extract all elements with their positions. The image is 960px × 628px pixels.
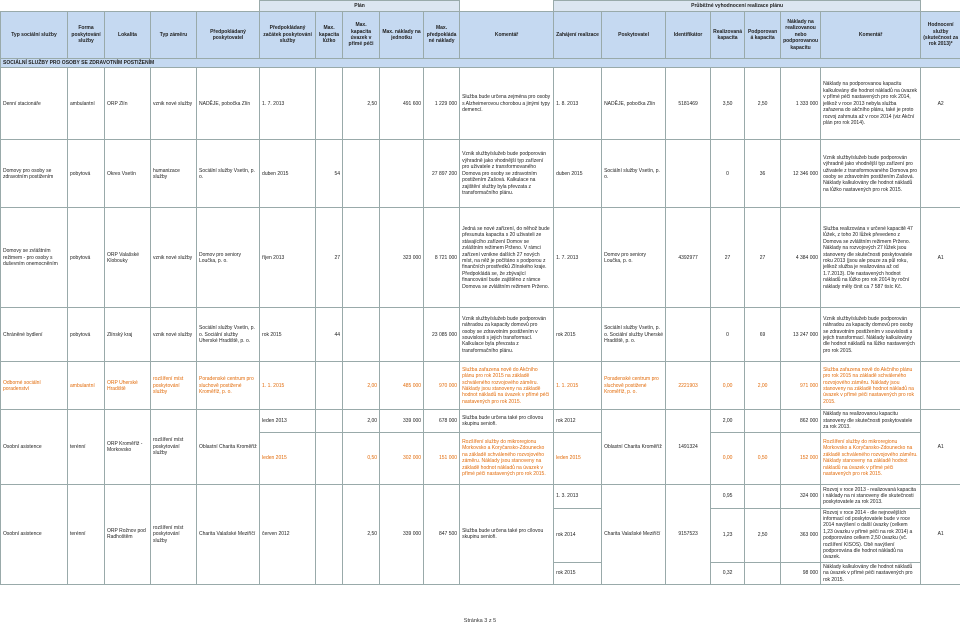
cell-capacity-fte: 2,00 [343,362,380,410]
cell-real-capacity: 0,00 [711,362,745,410]
section-title: SOCIÁLNÍ SLUŽBY PRO OSOBY SE ZDRAVOTNÍM POSTIŽENÍM [1,59,960,68]
cell-type: Domovy se zvláštním režimem - pro osoby s duševním onemocněním [1,208,68,308]
cell-real-comment: Rozvoj v roce 2014 - dle nejnovějších informací od poskytovatele bude v roce 2014 navýšení o další úvazky (celkem 1,23 úvazku v přímé péči na rok 2014) a podporováno celkem 2,50 úvazku (vč. rozšíření KISOS). Obě navýšení podporována dle hodnot nákladů na úvazek. [821,508,921,562]
col-total-cost: Max. předpokládané náklady [424,12,460,59]
cell-intent: rozšíření míst poskytování služby [151,484,197,584]
cell-type: Odborné sociální poradenství [1,362,68,410]
cell-start: leden 2015 [260,432,316,484]
cell-provider: Sociální služby Vsetín, p. o. [197,140,260,208]
cell-total-cost: 151 000 [424,432,460,484]
cell-provider: Domov pro seniory Loučka, p. o. [197,208,260,308]
cell-real-cost: 13 247 000 [781,308,821,362]
cell-real-capacity: 2,00 [711,410,745,432]
cell-total-cost: 847 500 [424,484,460,584]
cell-provider: Poradenské centrum pro sluchově postižené Kroměříž, p. o. [197,362,260,410]
cell-supported-capacity: 2,50 [745,508,781,562]
cell-real-cost: 324 000 [781,484,821,508]
cell-capacity-beds [316,432,343,484]
cell-identifier [666,308,711,362]
cell-real-provider: Sociální služby Vsetín, p. o. Sociální služby Uherské Hradiště, p. o. [602,308,666,362]
cell-capacity-beds: 44 [316,308,343,362]
cell-comment: Služba zařazena nově do Akčního plánu pro rok 2015 na základě schváleného rozvojového záměru. Náklady jsou stanoveny na základě hodnot nákladů na úvazek v přímé péči nastavených pro rok 2015. [460,362,554,410]
cell-unit-cost: 323 000 [380,208,424,308]
cell-unit-cost [380,140,424,208]
cell-capacity-fte [343,140,380,208]
cell-real-provider: Charita Valašské Meziříčí [602,484,666,584]
col-unit-cost: Max. náklady na jednotku [380,12,424,59]
cell-unit-cost: 339 000 [380,484,424,584]
cell-locality: ORP Zlín [105,68,151,140]
progress-group-header: Průběžné vyhodnocení realizace plánu [554,1,921,12]
cell-capacity-beds [316,68,343,140]
table-row [1,484,960,508]
cell-real-comment: Služba realizována v určené kapacitě 47 lůžek, z toho 20 lůžek převedeno z Domova se zvláštním režimem Prženo. Náklady na rozvojových 27 lůžek jsou stanoveny dle skutečnosti poskytovatele roku 2013 (jsou ale pouze za půl roku, jelikož služba je realizována až od 1.7.2013). Dle nastavených hodnot nákladů na lůžko pro rok 2014 by roční náklady měly činit ca 7 587 tisíc Kč. [821,208,921,308]
col-capacity-fte: Max. kapacita úvazek v přímé péči [343,12,380,59]
cell-locality: Zlínský kraj [105,308,151,362]
cell-rating: A1 [921,208,960,308]
cell-comment: Služba bude určena zejména pro osoby s Alzheimerovou chorobou a jinými typy demencí. [460,68,554,140]
cell-real-cost: 363 000 [781,508,821,562]
col-form: Forma poskytování služby [68,12,105,59]
cell-total-cost: 27 897 200 [424,140,460,208]
col-rating: Hodnocení služby (skutečnost za rok 2013)* [921,12,960,59]
cell-supported-capacity: 0,50 [745,432,781,484]
cell-capacity-fte: 2,50 [343,68,380,140]
cell-real-provider: Domov pro seniory Loučka, p. o. [602,208,666,308]
cell-rating: A1 [921,410,960,484]
cell-type: Osobní asistence [1,410,68,484]
cell-capacity-fte: 2,00 [343,410,380,432]
cell-real-cost: 12 346 000 [781,140,821,208]
table-row [1,68,960,140]
table-row [1,140,960,208]
cell-comment: Vznik služby/služeb bude podporován výhradně jako vhodnější typ zařízení pro uživatele z transformovaného Domova pro osoby se zdravotním postižením Zašová. Kalkulace na zajištění služby byla převzata z transformačního plánu. [460,140,554,208]
cell-real-capacity: 0,95 [711,484,745,508]
cell-identifier: 2221903 [666,362,711,410]
page-number: Stránka 3 z 5 [463,618,497,624]
cell-real-comment: Náklady na podporovanou kapacitu kalkulovány dle hodnot nákladů na úvazek v přímé péči nastavených pro rok 2014, jelikož v roce 2013 nebyla služba zařazena do akčního plánu, také je proto rozvoj zahrnuta až v roce 2014 (viz Akční plán pro rok 2014). [821,68,921,140]
cell-locality: ORP Valašské Klobouky [105,208,151,308]
cell-total-cost: 678 000 [424,410,460,432]
cell-real-start: 1. 7. 2013 [554,208,602,308]
cell-provider: Charita Valašské Meziříčí [197,484,260,584]
cell-start: červen 2012 [260,484,316,584]
cell-form: terénní [68,484,105,584]
cell-real-start: 1. 3. 2013 [554,484,602,508]
cell-unit-cost [380,308,424,362]
cell-type: Osobní asistence [1,484,68,584]
cell-comment: Rozšíření služby do mikroregionu Morkovsko a Koryčansko-Zdounecko na základě schváleného rozvojového záměru. Náklady jsou stanoveny na základě hodnot nákladů na úvazek v přímé péči nastavených pro rok 2015. [460,432,554,484]
cell-comment: Služba bude určena také pro cílovou skupinu senioři. [460,410,554,432]
cell-real-comment: Náklady kalkulovány dle hodnot nákladů na úvazek v přímé péči nastavených pro rok 2015. [821,562,921,584]
table-row [1,308,960,362]
col-real-provider: Poskytovatel [602,12,666,59]
cell-start: rok 2015 [260,308,316,362]
cell-rating: A1 [921,484,960,584]
cell-comment: Vznik služby/služeb bude podporován náhradou za kapacity domovů pro osoby se zdravotním postižením v souvislosti s jejich transformací. Kalkulace byla převzata z transformačního plánu. [460,308,554,362]
cell-real-capacity: 0,32 [711,562,745,584]
cell-real-capacity: 1,23 [711,508,745,562]
col-real-capacity: Realizovaná kapacita [711,12,745,59]
table-row [1,410,960,432]
cell-total-cost: 1 229 000 [424,68,460,140]
cell-identifier: 9157523 [666,484,711,584]
cell-form: pobytová [68,140,105,208]
cell-supported-capacity [745,410,781,432]
cell-real-start: rok 2012 [554,410,602,432]
cell-intent: vznik nové služby [151,68,197,140]
cell-start: leden 2013 [260,410,316,432]
cell-real-provider: Sociální služby Vsetín, p. o. [602,140,666,208]
cell-real-start: 1. 8. 2013 [554,68,602,140]
cell-supported-capacity: 36 [745,140,781,208]
cell-type: Domovy pro osoby se zdravotním postižením [1,140,68,208]
cell-real-cost: 4 384 000 [781,208,821,308]
cell-real-start: leden 2015 [554,432,602,484]
cell-type: Denní stacionáře [1,68,68,140]
cell-provider: NADĚJE, pobočka Zlín [197,68,260,140]
cell-start: 1. 1. 2015 [260,362,316,410]
col-start: Předpokládaný začátek poskytování služby [260,12,316,59]
col-supported-capacity: Podporovaná kapacita [745,12,781,59]
cell-identifier [666,140,711,208]
cell-capacity-beds [316,484,343,584]
cell-rating [921,362,960,410]
cell-locality: ORP Rožnov pod Radhoštěm [105,484,151,584]
cell-real-provider: Poradenské centrum pro sluchově postižené Kroměříž, p. o. [602,362,666,410]
cell-identifier: 1491324 [666,410,711,484]
cell-real-capacity: 27 [711,208,745,308]
cell-real-comment: Náklady na realizovanou kapacitu stanoveny dle skutečnosti poskytovatele za rok 2013. [821,410,921,432]
table-row [1,362,960,410]
cell-form: terénní [68,410,105,484]
cell-intent: rozšíření míst poskytování služby [151,362,197,410]
cell-start: 1. 7. 2013 [260,68,316,140]
cell-locality: Okres Vsetín [105,140,151,208]
cell-form: pobytová [68,208,105,308]
cell-supported-capacity [745,562,781,584]
cell-total-cost: 8 721 000 [424,208,460,308]
cell-start: říjen 2013 [260,208,316,308]
cell-real-comment: Vznik služby/služeb bude podporován náhradou za kapacity domovů pro osoby se zdravotním postižením v souvislosti s jejich transformací. Náklady kalkulovány dle hodnot nákladů na lůžko nastavených pro rok 2015. [821,308,921,362]
column-header-row [1,12,960,59]
col-capacity-beds: Max. kapacita lůžko [316,12,343,59]
cell-real-comment: Služba zařazena nově do Akčního plánu pro rok 2015 na základě schváleného rozvojového záměru. Náklady jsou stanoveny na základě hodnot nákladů na úvazek v přímé péči nastavených pro rok 2015. [821,362,921,410]
cell-form: ambulantní [68,362,105,410]
cell-capacity-fte [343,208,380,308]
cell-start: duben 2015 [260,140,316,208]
cell-total-cost: 970 000 [424,362,460,410]
col-real-start: Zahájení realizace [554,12,602,59]
cell-real-start: rok 2015 [554,562,602,584]
cell-real-cost: 152 000 [781,432,821,484]
cell-locality: ORP Kroměříž - Morkovsko [105,410,151,484]
cell-unit-cost: 485 000 [380,362,424,410]
cell-real-comment: Rozvoj v roce 2013 - realizovaná kapacita i náklady na ni stanoveny dle skutečnosti poskytovatele za rok 2013. [821,484,921,508]
cell-rating: A2 [921,68,960,140]
cell-capacity-beds: 54 [316,140,343,208]
cell-real-capacity: 3,50 [711,68,745,140]
col-identifier: Identifikátor [666,12,711,59]
cell-real-start: rok 2015 [554,308,602,362]
cell-real-capacity: 0 [711,308,745,362]
cell-real-cost: 862 000 [781,410,821,432]
cell-real-provider: NADĚJE, pobočka Zlín [602,68,666,140]
cell-real-start: 1. 1. 2015 [554,362,602,410]
col-comment: Komentář [460,12,554,59]
cell-real-cost: 98 000 [781,562,821,584]
cell-real-capacity: 0,00 [711,432,745,484]
cell-supported-capacity: 2,50 [745,68,781,140]
cell-real-cost: 1 333 000 [781,68,821,140]
cell-supported-capacity: 69 [745,308,781,362]
cell-supported-capacity [745,484,781,508]
cell-comment: Služba bude určena také pro cílovou skupinu senioři. [460,484,554,584]
plan-group-header: Plán [260,1,460,12]
cell-form: pobytová [68,308,105,362]
col-real-comment: Komentář [821,12,921,59]
cell-intent: vznik nové služby [151,208,197,308]
col-intent: Typ záměru [151,12,197,59]
cell-locality: ORP Uherské Hradiště [105,362,151,410]
cell-provider: Oblastní Charita Kroměříž [197,410,260,484]
cell-supported-capacity: 27 [745,208,781,308]
cell-real-start: duben 2015 [554,140,602,208]
cell-intent: rozšíření míst poskytování služby [151,410,197,484]
cell-real-start: rok 2014 [554,508,602,562]
col-real-cost: Náklady na realizovanou nebo podporovanou kapacitu [781,12,821,59]
cell-unit-cost: 339 000 [380,410,424,432]
col-locality: Lokalita [105,12,151,59]
cell-form: ambulantní [68,68,105,140]
cell-rating [921,308,960,362]
cell-real-cost: 971 000 [781,362,821,410]
cell-total-cost: 23 085 000 [424,308,460,362]
cell-real-capacity: 0 [711,140,745,208]
table-row [1,208,960,308]
cell-comment: Jedná se nové zařízení, do něhož bude přesunuta kapacita s 20 uživateli ze stávajícího zařízení Domov se zvláštním režimem Prženo. V rámci zařízení vznikne dalších 27 nových míst, na něž je počítáno s podporou z finančních prostředků Zlínského kraje. Předpokládá se, že zbývající financování bude zajištěno z rámce Domova se zvláštním režimem Prženo. [460,208,554,308]
cell-real-comment: Rozšíření služby do mikroregionu Morkovsko a Koryčansko-Zdounecko na základě schváleného rozvojového záměru. Náklady stanoveny na základě hodnot nákladů na úvazek v přímé péči nastavených pro rok 2015. [821,432,921,484]
cell-capacity-fte: 2,50 [343,484,380,584]
cell-identifier: 5181469 [666,68,711,140]
cell-unit-cost: 491 600 [380,68,424,140]
cell-rating [921,140,960,208]
cell-unit-cost: 302 000 [380,432,424,484]
cell-real-comment: Vznik služby/služeb bude podporován výhradně jako vhodnější typ zařízení pro uživatele z transformovaného Domova pro osoby se zdravotním postižením Zašová. Náklady kalkulovány dle hodnot nákladů na lůžko nastavených pro rok 2015. [821,140,921,208]
col-provider: Předpokládaný poskytovatel [197,12,260,59]
cell-supported-capacity: 2,00 [745,362,781,410]
cell-intent: humanizace služby [151,140,197,208]
cell-capacity-beds [316,410,343,432]
cell-type: Chráněné bydlení [1,308,68,362]
cell-capacity-fte [343,308,380,362]
col-type: Typ sociální služby [1,12,68,59]
cell-real-provider: Oblastní Charita Kroměříž [602,410,666,484]
cell-identifier: 4392977 [666,208,711,308]
cell-capacity-beds [316,362,343,410]
cell-capacity-fte: 0,50 [343,432,380,484]
cell-provider: Sociální služby Vsetín, p. o. Sociální služby Uherské Hradiště, p. o. [197,308,260,362]
cell-intent: vznik nové služby [151,308,197,362]
cell-capacity-beds: 27 [316,208,343,308]
